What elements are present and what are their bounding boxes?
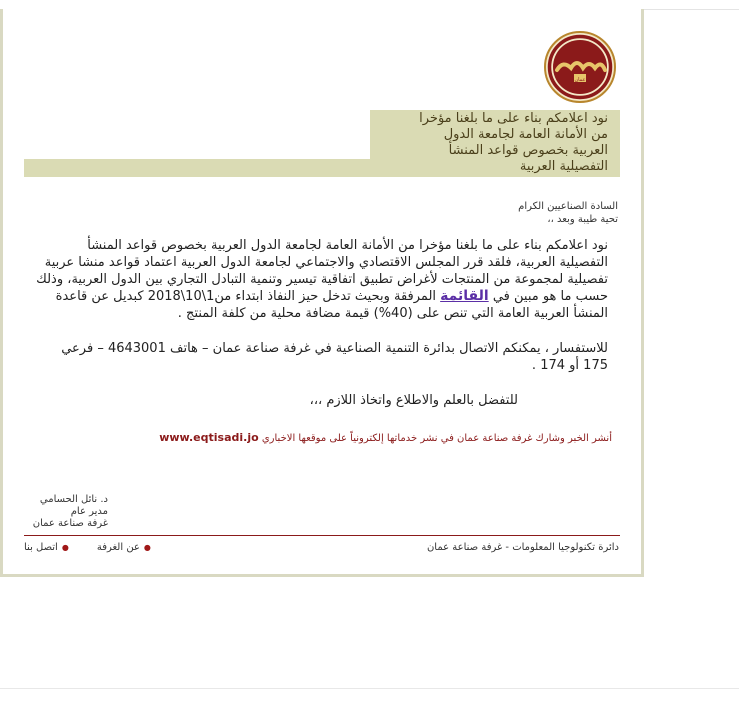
share-line <box>144 431 612 444</box>
salutation-line-1: السادة الصناعيين الكرام <box>518 201 618 212</box>
contact-us-link[interactable]: اتصل بنا <box>24 542 58 553</box>
list-link[interactable]: القائمة <box>440 288 489 304</box>
amman-chamber-logo <box>543 30 617 104</box>
footer-department: دائرة تكنولوجيا المعلومات - غرفة صناعة عمان <box>426 542 619 553</box>
salutation-line-2: تحية طيبة وبعد ،، <box>547 214 618 225</box>
message-body <box>36 237 608 427</box>
headline-title <box>368 111 608 175</box>
bottom-divider <box>0 688 739 689</box>
headline-line: العربية بخصوص قواعد المنشأ <box>448 143 608 158</box>
share-text: أنشر الخبر وشارك غرفة صناعة عمان في نشر خدماتها إلكترونياً على موقعها الاخباري <box>261 433 612 444</box>
footer-links <box>24 542 151 553</box>
body-text: نود اعلامكم بناء على ما بلغنا مؤخرا من الأمانة العامة لجامعة الدول العربية بخصوص قواعد المنشأ التفصيلية العربية، فلقد قرر المجلس الاقتصادي والاجتماعي لجامعة الدول العربية اعتماد قواعد منشا عربية تفصيلية لمجموعة من المنتجات لأغراض تطبيق اتفاقية تيسير وتنمية التبادل التجاري بين الدول العربية، وذلك حسب ما هو مبين في <box>36 238 608 304</box>
signature-role: مدير عام <box>70 506 108 517</box>
news-site-link[interactable]: www.eqtisadi.jo <box>159 431 259 444</box>
svg-text:عمان: عمان <box>574 77 586 83</box>
signature-name: د. نائل الحسامي <box>39 494 108 505</box>
body-paragraph-2: للاستفسار ، يمكنكم الاتصال بدائرة التنمية الصناعية في غرفة صناعة عمان – هاتف 4643001 – فرعي 175 أو 174 . <box>61 341 608 373</box>
salutation <box>518 200 618 226</box>
bullet-icon: ● <box>61 543 69 552</box>
headline-band <box>24 110 620 177</box>
footer-contact <box>24 542 69 553</box>
about-chamber-link[interactable]: عن الغرفة <box>96 542 140 553</box>
footer-divider <box>24 535 620 536</box>
signature-block <box>24 494 108 530</box>
body-text: المرفقة وبحيث تدخل حيز النفاذ ابتداء من1\10\2018 كبديل عن قاعدة المنشأ العربية العامة التي تنص على (40%) قيمة مضافة محلية من كلفة المنتج . <box>55 289 608 321</box>
signature-org: غرفة صناعة عمان <box>32 518 108 529</box>
headline-line: التفصيلية العربية <box>519 159 608 174</box>
footer-about <box>97 542 151 553</box>
headline-line: نود اعلامكم بناء على ما بلغنا مؤخرا <box>419 111 608 126</box>
headline-line: من الأمانة العامة لجامعة الدول <box>443 127 608 142</box>
body-paragraph-3: للتفضل بالعلم والاطلاع واتخاذ اللازم ،،، <box>309 393 518 408</box>
body-paragraph-1 <box>36 237 608 322</box>
bullet-icon: ● <box>143 543 151 552</box>
